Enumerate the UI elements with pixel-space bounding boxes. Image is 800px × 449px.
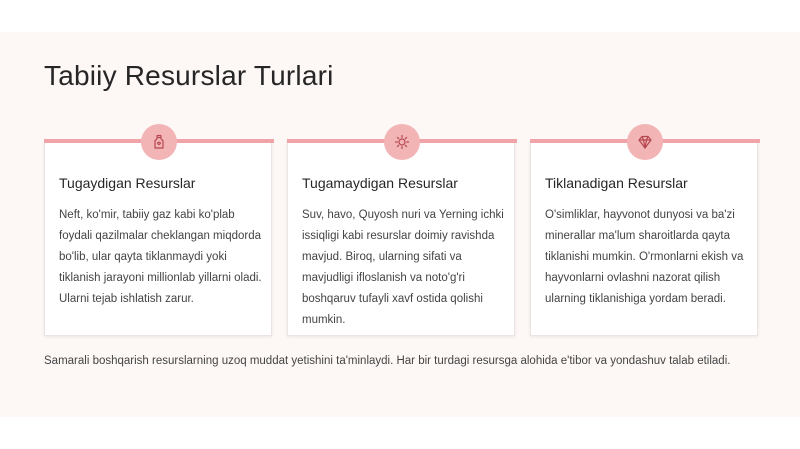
slide-title: Tabiiy Resurslar Turlari — [44, 60, 334, 91]
sun-gear-icon — [394, 134, 410, 150]
card-exhaustible-resources — [44, 142, 272, 336]
bottom-band — [0, 417, 800, 449]
card-text: O'simliklar, hayvonot dunyosi va ba'zi minerallar ma'lum sharoitlarda qayta tiklanishi mumkin. O'rmonlarni ekish va hayvonlarni ovlashni nazorat qilish ularning tiklanishiga yordam beradi. — [545, 209, 744, 305]
card-heading: Tiklanadigan Resurslar — [545, 175, 688, 191]
card-text: Neft, ko'mir, tabiiy gaz kabi ko'plab foydali qazilmalar cheklangan miqdorda bo'lib, ular qayta tiklanmaydi yoki tiklanish jarayoni millionlab yillarni oladi. Ularni tejab ishlatish zarur. — [59, 209, 262, 305]
card-heading: Tugaydigan Resurslar — [59, 175, 196, 191]
card-row — [44, 124, 760, 336]
footer-text: Samarali boshqarish resurslarning uzoq muddat yetishini ta'minlaydi. Har bir turdagi resursga alohida e'tibor va yondashuv talab etiladi. — [44, 355, 731, 367]
card-badge — [384, 124, 420, 160]
card-renewable-resources — [530, 142, 758, 336]
gem-icon — [637, 134, 653, 150]
card-badge — [141, 124, 177, 160]
card-badge — [627, 124, 663, 160]
card-text: Suv, havo, Quyosh nuri va Yerning ichki issiqligi kabi resurslar doimiy ravishda mavjud. Biroq, ularning sifati va mavjudligi ifloslanish va noto'g'ri boshqaruv tufayli xavf ostida qolishi mumkin. — [302, 209, 504, 326]
top-band — [0, 0, 800, 32]
card-inexhaustible-resources — [287, 142, 515, 336]
oil-bottle-icon — [151, 134, 167, 150]
card-heading: Tugamaydigan Resurslar — [302, 175, 458, 191]
